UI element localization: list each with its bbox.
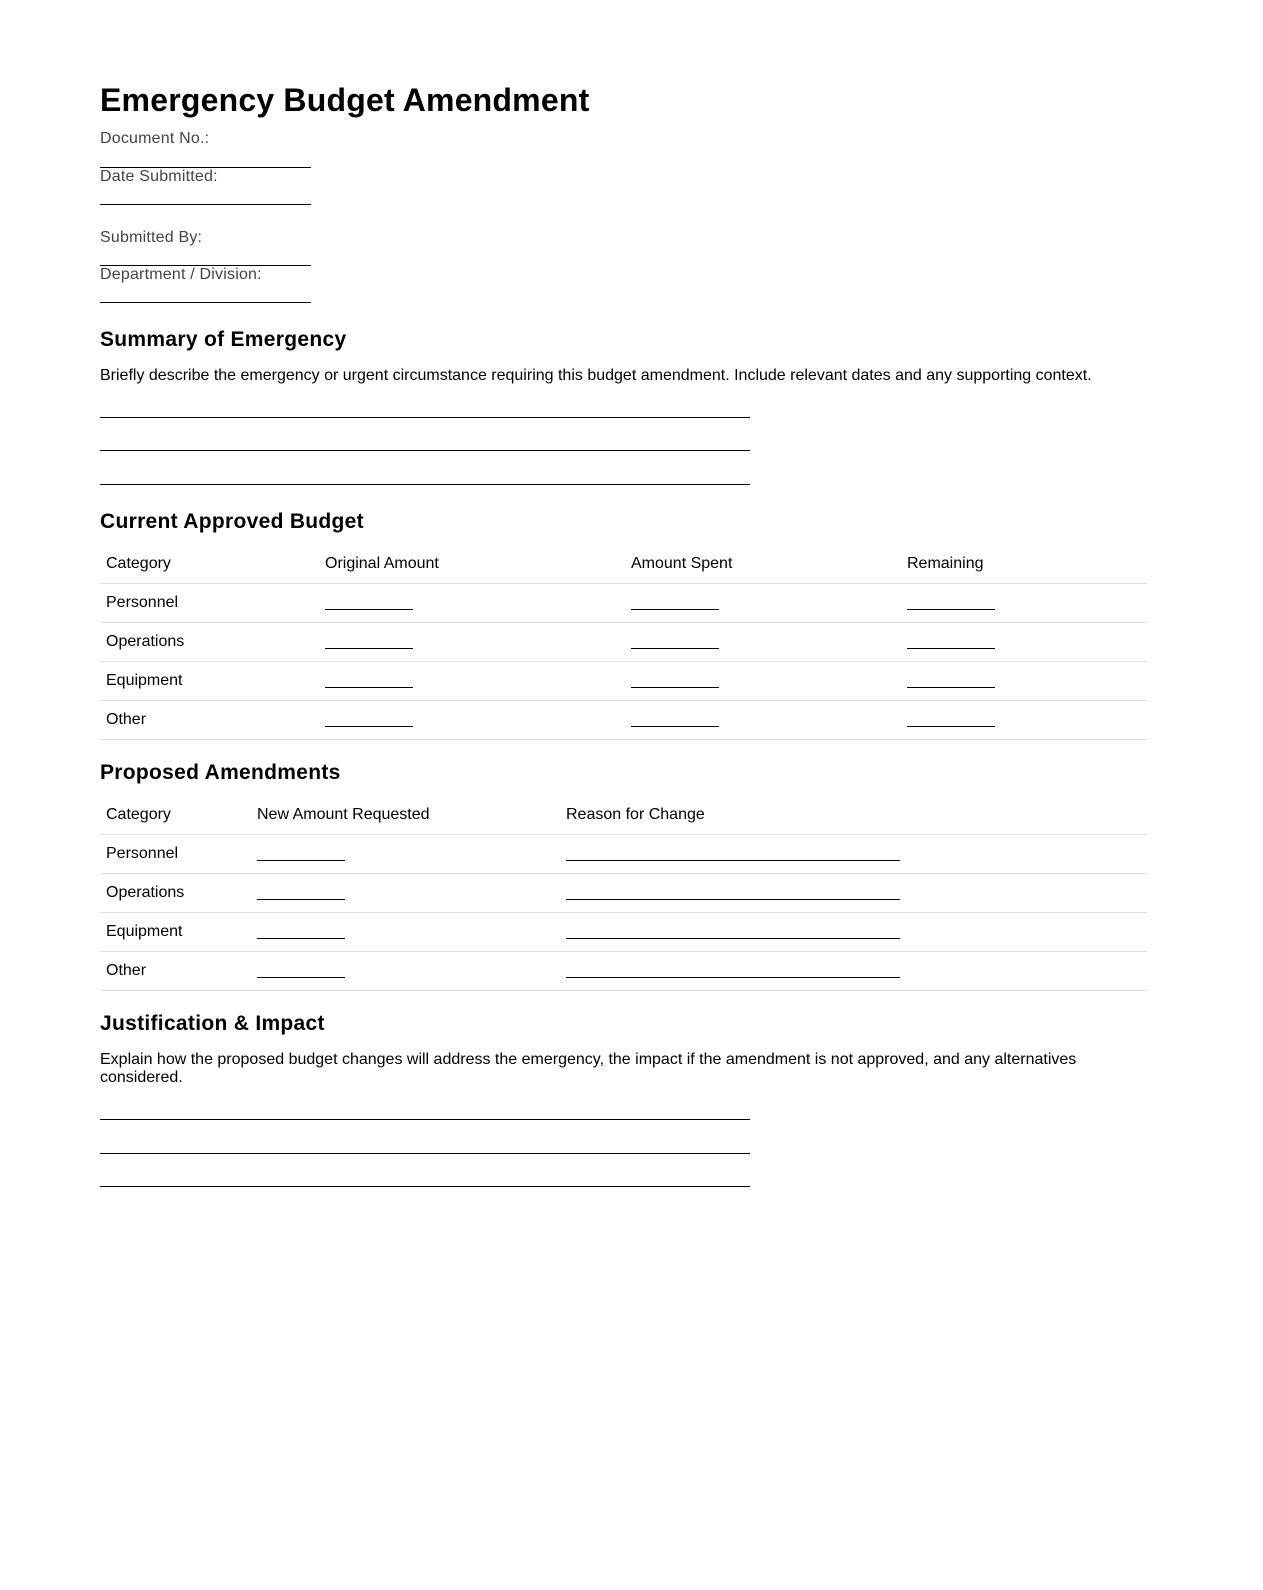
table-row xyxy=(100,952,1147,991)
submitted-by-field[interactable] xyxy=(100,229,311,266)
page-title: Emergency Budget Amendment xyxy=(100,82,590,118)
department-label: Department / Division: xyxy=(100,266,262,283)
justification-line[interactable] xyxy=(100,1119,750,1120)
remaining-blank[interactable] xyxy=(907,648,995,649)
column-header: Reason for Change xyxy=(560,796,1147,835)
summary-instructions: Briefly describe the emergency or urgent circumstance requiring this budget amendment. Include relevant dates and any supporting context. xyxy=(100,367,1092,384)
new-amount-blank[interactable] xyxy=(257,938,345,939)
amount-spent-blank[interactable] xyxy=(631,726,719,727)
original-amount-blank[interactable] xyxy=(325,609,413,610)
table-row xyxy=(100,584,1147,623)
table-row xyxy=(100,701,1147,740)
category-cell: Personnel xyxy=(100,584,319,623)
table-row xyxy=(100,874,1147,913)
reason-blank[interactable] xyxy=(566,899,900,900)
original-amount-blank[interactable] xyxy=(325,726,413,727)
new-amount-blank[interactable] xyxy=(257,860,345,861)
current-budget-heading: Current Approved Budget xyxy=(100,510,364,533)
category-cell: Equipment xyxy=(100,662,319,701)
column-header: Amount Spent xyxy=(625,545,901,584)
column-header: Original Amount xyxy=(319,545,625,584)
category-cell: Operations xyxy=(100,874,251,913)
summary-line[interactable] xyxy=(100,450,750,451)
justification-line[interactable] xyxy=(100,1186,750,1187)
reason-blank[interactable] xyxy=(566,977,900,978)
document-no-field[interactable] xyxy=(100,130,311,168)
category-cell: Other xyxy=(100,701,319,740)
original-amount-blank[interactable] xyxy=(325,687,413,688)
department-field[interactable] xyxy=(100,266,311,303)
current-budget-table xyxy=(100,545,1147,740)
table-row xyxy=(100,913,1147,952)
proposed-heading: Proposed Amendments xyxy=(100,761,341,784)
category-cell: Operations xyxy=(100,623,319,662)
remaining-blank[interactable] xyxy=(907,726,995,727)
category-cell: Other xyxy=(100,952,251,991)
new-amount-blank[interactable] xyxy=(257,977,345,978)
table-header-row xyxy=(100,796,1147,835)
document-no-label: Document No.: xyxy=(100,130,210,147)
justification-instructions: Explain how the proposed budget changes will address the emergency, the impact if the amendment is not approved, and any alternatives considered. xyxy=(100,1051,1077,1086)
date-submitted-field[interactable] xyxy=(100,168,311,205)
column-header: Category xyxy=(100,796,251,835)
table-row xyxy=(100,662,1147,701)
justification-line[interactable] xyxy=(100,1153,750,1154)
remaining-blank[interactable] xyxy=(907,609,995,610)
amount-spent-blank[interactable] xyxy=(631,648,719,649)
justification-heading: Justification & Impact xyxy=(100,1012,325,1035)
proposed-amendments-table xyxy=(100,796,1147,991)
new-amount-blank[interactable] xyxy=(257,899,345,900)
table-row xyxy=(100,623,1147,662)
reason-blank[interactable] xyxy=(566,938,900,939)
column-header: Remaining xyxy=(901,545,1147,584)
reason-blank[interactable] xyxy=(566,860,900,861)
submitted-by-label: Submitted By: xyxy=(100,229,203,246)
table-header-row xyxy=(100,545,1147,584)
amount-spent-blank[interactable] xyxy=(631,609,719,610)
column-header: Category xyxy=(100,545,319,584)
date-submitted-label: Date Submitted: xyxy=(100,168,218,185)
summary-line[interactable] xyxy=(100,417,750,418)
table-row xyxy=(100,835,1147,874)
category-cell: Personnel xyxy=(100,835,251,874)
summary-heading: Summary of Emergency xyxy=(100,328,347,351)
summary-line[interactable] xyxy=(100,484,750,485)
amount-spent-blank[interactable] xyxy=(631,687,719,688)
category-cell: Equipment xyxy=(100,913,251,952)
remaining-blank[interactable] xyxy=(907,687,995,688)
column-header: New Amount Requested xyxy=(251,796,560,835)
original-amount-blank[interactable] xyxy=(325,648,413,649)
